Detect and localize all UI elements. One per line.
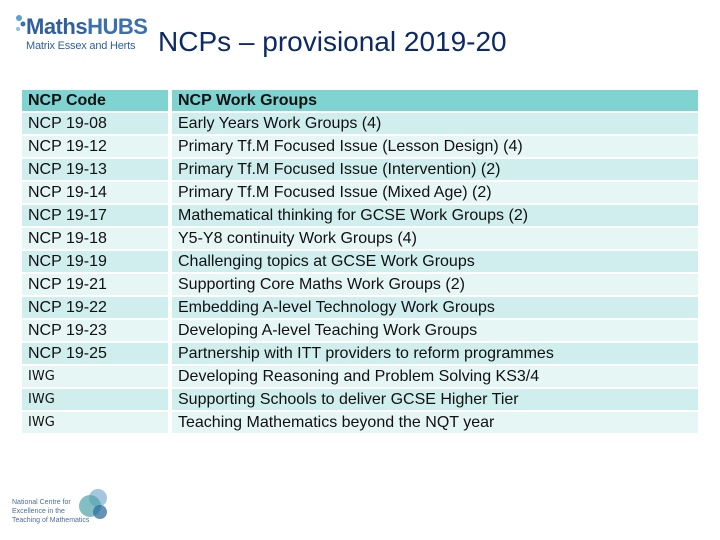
ncp-table xyxy=(22,88,698,435)
work-group-cell: Developing A-level Teaching Work Groups xyxy=(172,320,698,341)
ncp-code-cell: NCP 19-12 xyxy=(22,136,168,157)
ncp-code-cell: NCP 19-18 xyxy=(22,228,168,249)
ncp-code-cell: NCP 19-19 xyxy=(22,251,168,272)
work-group-cell: Supporting Schools to deliver GCSE Higher Tier xyxy=(172,389,698,410)
work-group-cell: Early Years Work Groups (4) xyxy=(172,113,698,134)
ncp-code-cell: NCP 19-21 xyxy=(22,274,168,295)
ncp-code-cell: NCP 19-25 xyxy=(22,343,168,364)
work-group-cell: Developing Reasoning and Problem Solving KS3/4 xyxy=(172,366,698,387)
table-header-row xyxy=(22,90,698,111)
work-group-cell: Partnership with ITT providers to reform programmes xyxy=(172,343,698,364)
national-centre-text: National Centre for Excellence in the Teaching of Mathematics xyxy=(12,499,90,524)
national-centre-logo xyxy=(8,484,118,534)
work-group-cell: Embedding A-level Technology Work Groups xyxy=(172,297,698,318)
work-group-cell: Challenging topics at GCSE Work Groups xyxy=(172,251,698,272)
page-title: NCPs – provisional 2019-20 xyxy=(158,26,507,57)
ncp-code-cell: NCP 19-13 xyxy=(22,159,168,180)
work-group-cell: Supporting Core Maths Work Groups (2) xyxy=(172,274,698,295)
work-group-cell: Mathematical thinking for GCSE Work Groups (2) xyxy=(172,205,698,226)
table-row xyxy=(22,366,698,387)
table-row xyxy=(22,251,698,272)
work-group-cell: Primary Tf.M Focused Issue (Intervention) (2) xyxy=(172,159,698,180)
table-row xyxy=(22,205,698,226)
ncp-code-cell: IWG xyxy=(22,412,168,433)
logo-brand-hubs: HUBS xyxy=(87,14,148,39)
ncp-code-cell: NCP 19-23 xyxy=(22,320,168,341)
ncp-code-cell: IWG xyxy=(22,366,168,387)
work-group-cell: Y5-Y8 continuity Work Groups (4) xyxy=(172,228,698,249)
work-group-cell: Primary Tf.M Focused Issue (Lesson Design) (4) xyxy=(172,136,698,157)
ncp-code-cell: IWG xyxy=(22,389,168,410)
logo-brand xyxy=(26,14,147,40)
table-row xyxy=(22,343,698,364)
table-row xyxy=(22,113,698,134)
table-row xyxy=(22,412,698,433)
ncp-code-cell: NCP 19-22 xyxy=(22,297,168,318)
table-row xyxy=(22,389,698,410)
mathshubs-logo xyxy=(14,12,164,58)
table-row xyxy=(22,228,698,249)
ncp-code-cell: NCP 19-14 xyxy=(22,182,168,203)
table-row xyxy=(22,274,698,295)
header-code: NCP Code xyxy=(22,90,168,111)
header-group: NCP Work Groups xyxy=(172,90,698,111)
ncp-code-cell: NCP 19-08 xyxy=(22,113,168,134)
ncp-code-cell: NCP 19-17 xyxy=(22,205,168,226)
table-row xyxy=(22,182,698,203)
logo-subtitle: Matrix Essex and Herts xyxy=(26,40,136,52)
table-row xyxy=(22,320,698,341)
table-row xyxy=(22,159,698,180)
work-group-cell: Primary Tf.M Focused Issue (Mixed Age) (2) xyxy=(172,182,698,203)
table-row xyxy=(22,136,698,157)
work-group-cell: Teaching Mathematics beyond the NQT year xyxy=(172,412,698,433)
table-row xyxy=(22,297,698,318)
logo-brand-maths: Maths xyxy=(26,14,88,39)
